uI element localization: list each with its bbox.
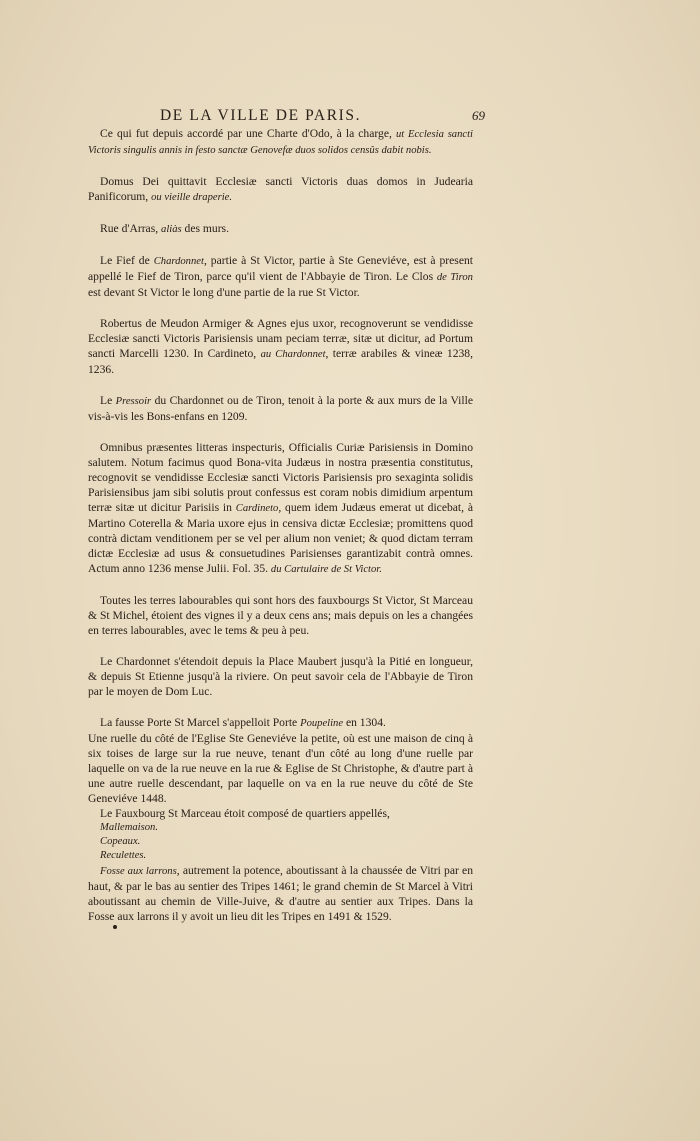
italic-run: de Tiron [436,272,473,283]
italic-run: Poupeline [300,718,344,729]
italic-run: ou vieille draperie. [151,192,233,203]
paragraph [88,806,473,821]
paragraph [88,174,473,205]
italic-run: Mallemaison. [100,822,158,833]
text-run: Le Fief de [100,254,154,267]
text-run: Ce qui fut depuis accordé par une Charte d'Odo, à la charge, [100,127,396,140]
running-head: DE LA VILLE DE PARIS. [160,107,362,124]
paragraph [88,221,473,237]
text-run: Omnibus præsentes litteras inspecturis, Officialis Curiæ Parisiensis in Domino salutem. Notum facimus quod Bona-vita Judæus in nostra præsentia constitutus, recognovit se vendidisse Ecclesiæ sancti Victoris Parisiensis pro sexaginta solidis Parisiensibus jam sibi solutis prout confessus est coram nobis dimidium arpentum terræ sitæ ut dicitur Parisiis in [88,441,473,514]
italic-run: Cardineto [235,503,279,514]
italic-run: ut Ecclesia sancti Victoris singulis annis in festo sanctæ Genovefæ duos solidos censûs dabit nobis. [88,129,473,156]
italic-run: Reculettes. [100,850,147,861]
text-run: , partie à St Victor, partie à Ste Geneviéve, est à present appellé le Fief de Tiron, parce qu'il vient de l'Abbayie de Tiron. Le Clos [88,254,473,283]
paragraph [88,440,473,577]
text-run: , autrement la potence, aboutissant à la chaussée de Vitri par en haut, & par le bas au sentier des Tripes 1461; le grand chemin de St Marcel à Vitri aboutissant au chemin de Ville-Juive, & d'autre au sentier aux Tripes. Dans la Fosse aux larrons il y avoit un lieu dit les Tripes en 1491 & 1529. [88,864,473,923]
paragraph [88,654,473,699]
text-run: , quem idem Judæus emerat ut dicebat, à Martino Coterella & Maria uxore ejus in censiva dictæ Ecclesiæ; promittens quod contrà dictam venditionem per se vel per alium non veniet; & quod dictam terram dictæ Ecclesiæ ad usus & consuetudines Parisienses garantizabit contrà omnes. Actum anno 1236 mense Julii. Fol. 35. [88,501,473,575]
list-item [100,835,473,849]
paragraph [88,731,473,806]
italic-run: Chardonnet [153,256,204,267]
text-run: Le [100,394,116,407]
text-run: Robertus de Meudon Armiger & Agnes ejus uxor, recognoverunt se vendidisse Ecclesiæ sancti Victoris Parisiensis unam peciam terræ, sitæ ut dicitur, ad Portum sancti Marcelli 1230. In Cardineto, [88,317,473,360]
text-run: Le Chardonnet s'étendoit depuis la Place Maubert jusqu'à la Pitié en longueur, & depuis St Etienne jusqu'à la riviere. On peut savoir cela de l'Abbayie de Tiron par le moyen de Dom Luc. [88,655,473,698]
italic-run: aliàs [161,224,182,235]
paragraph [88,316,473,377]
text-run: Le Fauxbourg St Marceau étoit composé de quartiers appellés, [100,807,390,820]
text-run: Rue d'Arras, [100,222,162,235]
italic-run: Copeaux. [100,836,141,847]
italic-run: Fosse aux larrons [100,866,177,877]
italic-run: du Cartulaire de St Victor. [270,564,382,575]
text-run: des murs. [181,222,229,235]
page-number: 69 [472,108,485,123]
text-run: Toutes les terres labourables qui sont hors des fauxbourgs St Victor, St Marceau & St Michel, étoient des vignes il y a deux cens ans; mais depuis on les a changées en terres labourables, avec le tems & peu à peu. [88,594,473,637]
list-item [100,849,473,863]
text-run: du Chardonnet ou de Tiron, tenoit à la porte & aux murs de la Ville vis-à-vis les Bons-enfans en 1209. [88,394,473,423]
text-run: est devant St Victor le long d'une partie de la rue St Victor. [88,286,360,299]
paragraph [88,715,473,731]
italic-run: au Chardonnet [260,349,326,360]
list-item [100,821,473,835]
body-text [88,126,473,924]
italic-run: Pressoir [115,396,152,407]
text-run: Une ruelle du côté de l'Eglise Ste Geneviéve la petite, où est une maison de cinq à six toises de large sur la rue neuve, tenant d'un côté au long d'une ruelle par laquelle on va de la rue neuve en la rue & Eglise de St Christophe, & d'autre part à une autre ruelle descendant, par laquelle on va en la rue neuve du côté de Ste Geneviéve 1448. [88,732,473,805]
text-run: , terræ arabiles & vineæ 1238, 1236. [88,347,473,376]
paragraph [88,126,473,158]
paragraph [88,393,473,424]
text-run: en 1304. [343,716,386,729]
paragraph [88,863,473,924]
text-run: Domus Dei quittavit Ecclesiæ sancti Victoris duas domos in Judearia Panificorum, [88,175,473,203]
paragraph [88,253,473,300]
text-run: La fausse Porte St Marcel s'appelloit Porte [100,716,301,729]
paragraph [88,593,473,638]
ink-spot [113,925,117,929]
